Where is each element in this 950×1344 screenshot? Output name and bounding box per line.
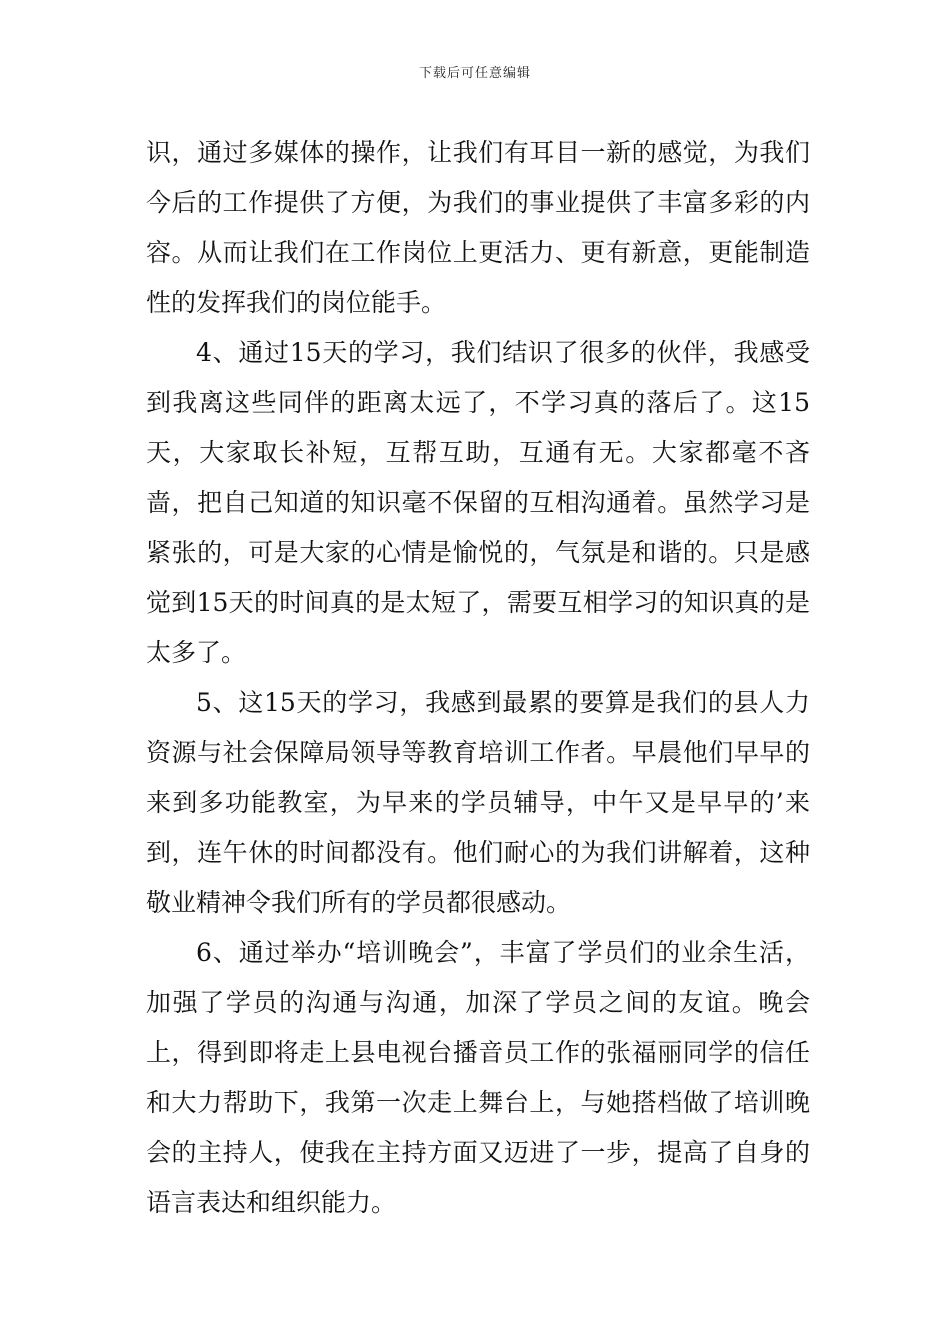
paragraph-item-4: 4、通过15天的学习，我们结识了很多的伙伴，我感受到我离这些同伴的距离太远了，不学习真的落后了。这15天，大家取长补短，互帮互助，互通有无。大家都毫不吝啬，把自己知道的知识毫不保留的互相沟通着。虽然学习是紧张的，可是大家的心情是愉悦的，气氛是和谐的。只是感觉到15天的时间真的是太短了，需要互相学习的知识真的是太多了。 <box>146 338 810 667</box>
page-header-note: 下载后可任意编辑 <box>418 66 531 81</box>
paragraph-item-6: 6、通过举办“培训晚会”，丰富了学员们的业余生活，加强了学员的沟通与沟通，加深了学员之间的友谊。晚会上，得到即将走上县电视台播音员工作的张福丽同学的信任和大力帮助下，我第一次走上舞台上，与她搭档做了培训晚会的主持人，使我在主持方面又迈进了一步，提高了自身的语言表达和组织能力。 <box>146 938 810 1217</box>
paragraph-item-5: 5、这15天的学习，我感到最累的要算是我们的县人力资源与社会保障局领导等教育培训工作者。早晨他们早早的来到多功能教室，为早来的学员辅导，中午又是早早的’来到，连午休的时间都没有。他们耐心的为我们讲解着，这种敬业精神令我们所有的学员都很感动。 <box>146 688 810 917</box>
paragraph-continuation: 识，通过多媒体的操作，让我们有耳目一新的感觉，为我们今后的工作提供了方便，为我们的事业提供了丰富多彩的内容。从而让我们在工作岗位上更活力、更有新意，更能制造性的发挥我们的岗位能手。 <box>146 138 810 317</box>
document-body <box>146 128 810 1228</box>
